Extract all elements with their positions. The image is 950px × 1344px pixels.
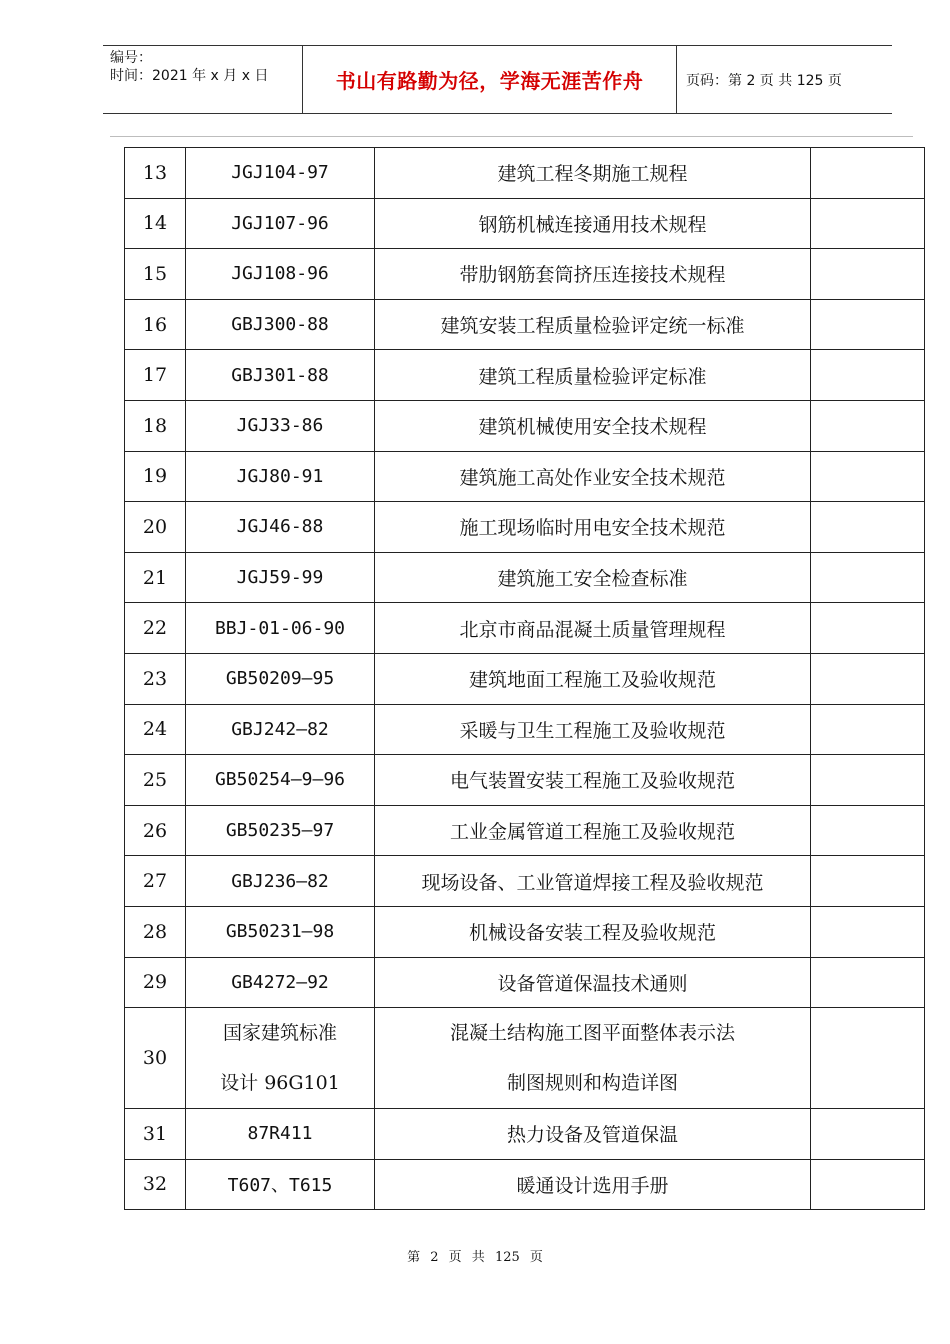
table-row [125,198,925,249]
row-note [811,451,925,502]
table-row [125,1109,925,1160]
row-number: 22 [125,603,186,654]
row-number: 17 [125,350,186,401]
row-number: 26 [125,805,186,856]
row-number: 23 [125,653,186,704]
standards-table [124,147,925,1210]
row-number: 20 [125,502,186,553]
row-note [811,249,925,300]
row-note [811,856,925,907]
table-row [125,805,925,856]
row-note [811,400,925,451]
page-footer [0,1246,950,1265]
standard-name: 钢筋机械连接通用技术规程 [375,198,811,249]
row-note [811,299,925,350]
standard-code: GBJ236—82 [186,856,375,907]
standard-code: T607、T615 [186,1159,375,1210]
table-row [125,299,925,350]
standard-name: 建筑机械使用安全技术规程 [375,400,811,451]
standard-code: JGJ104-97 [186,148,375,199]
standard-name: 施工现场临时用电安全技术规范 [375,502,811,553]
time-label: 时间：2021 年 x 月 x 日 [110,68,269,84]
row-number: 21 [125,552,186,603]
standard-code: GB50254—9—96 [186,755,375,806]
standard-code: JGJ46-88 [186,502,375,553]
standard-name: 热力设备及管道保温 [375,1109,811,1160]
standard-name: 暖通设计选用手册 [375,1159,811,1210]
row-note [811,502,925,553]
standard-name: 建筑施工高处作业安全技术规范 [375,451,811,502]
standard-name: 建筑施工安全检查标准 [375,552,811,603]
row-note [811,805,925,856]
standard-code [186,1008,375,1109]
table-row [125,350,925,401]
row-note [811,906,925,957]
row-note [811,198,925,249]
row-note [811,603,925,654]
standard-code: JGJ33-86 [186,400,375,451]
table-row [125,552,925,603]
row-number: 25 [125,755,186,806]
table-row [125,653,925,704]
row-note [811,350,925,401]
row-number: 29 [125,957,186,1008]
row-note [811,957,925,1008]
row-number: 28 [125,906,186,957]
standard-code: GBJ300-88 [186,299,375,350]
row-note [811,653,925,704]
row-note [811,1159,925,1210]
row-note [811,552,925,603]
standard-code: GB50209—95 [186,653,375,704]
standard-name: 电气装置安装工程施工及验收规范 [375,755,811,806]
standard-code-line: 国家建筑标准 [222,1022,337,1045]
row-number: 16 [125,299,186,350]
standard-code: GBJ242—82 [186,704,375,755]
table-row [125,603,925,654]
table-row [125,856,925,907]
standard-name: 建筑工程质量检验评定标准 [375,350,811,401]
standard-code: GB50235—97 [186,805,375,856]
row-number: 13 [125,148,186,199]
standard-code-line: 设计 96G101 [220,1072,340,1095]
standard-name: 工业金属管道工程施工及验收规范 [375,805,811,856]
standard-code: JGJ80-91 [186,451,375,502]
standard-name: 采暖与卫生工程施工及验收规范 [375,704,811,755]
table-row [125,957,925,1008]
table-row [125,502,925,553]
header-page-info: 页码：第 2 页 共 125 页 [686,72,842,89]
row-note [811,704,925,755]
table-row [125,249,925,300]
row-note [811,1008,925,1109]
row-note [811,755,925,806]
footer-total-pages: 125 [494,1250,520,1265]
standard-name: 建筑工程冬期施工规程 [375,148,811,199]
standard-code: 87R411 [186,1109,375,1160]
row-number: 24 [125,704,186,755]
standard-name: 带肋钢筋套筒挤压连接技术规程 [375,249,811,300]
standard-name-line: 混凝土结构施工图平面整体表示法 [449,1022,735,1045]
row-number: 31 [125,1109,186,1160]
standard-code: BBJ-01-06-90 [186,603,375,654]
standard-code: JGJ108-96 [186,249,375,300]
row-number: 30 [125,1008,186,1109]
row-number: 32 [125,1159,186,1210]
standard-name: 现场设备、工业管道焊接工程及验收规范 [375,856,811,907]
number-label: 编号： [110,50,152,66]
footer-di: 第 [407,1250,421,1265]
standard-name-line: 制图规则和构造详图 [506,1072,678,1095]
standard-name [375,1008,811,1109]
row-note [811,148,925,199]
standard-name: 机械设备安装工程及验收规范 [375,906,811,957]
page-header [103,45,892,114]
standard-name: 北京市商品混凝土质量管理规程 [375,603,811,654]
row-note [811,1109,925,1160]
footer-ye: 页 [448,1250,462,1265]
header-meta [103,46,303,113]
standard-code: GB4272—92 [186,957,375,1008]
row-number: 27 [125,856,186,907]
table-row [125,148,925,199]
standard-code: JGJ59-99 [186,552,375,603]
row-number: 15 [125,249,186,300]
row-number: 18 [125,400,186,451]
table-row [125,755,925,806]
table-row [125,451,925,502]
table-row [125,1159,925,1210]
header-divider [110,136,913,137]
standard-code: GBJ301-88 [186,350,375,401]
row-number: 14 [125,198,186,249]
row-number: 19 [125,451,186,502]
footer-page-number: 2 [430,1250,439,1265]
table-row [125,704,925,755]
standard-code: JGJ107-96 [186,198,375,249]
standard-name: 建筑地面工程施工及验收规范 [375,653,811,704]
table-row [125,1008,925,1109]
table-row [125,906,925,957]
standard-code: GB50231—98 [186,906,375,957]
table-row [125,400,925,451]
standard-name: 设备管道保温技术通则 [375,957,811,1008]
standard-name: 建筑安装工程质量检验评定统一标准 [375,299,811,350]
footer-ye-2: 页 [529,1250,543,1265]
footer-gong: 共 [471,1250,485,1265]
header-motto: 书山有路勤为径，学海无涯苦作舟 [303,46,677,113]
